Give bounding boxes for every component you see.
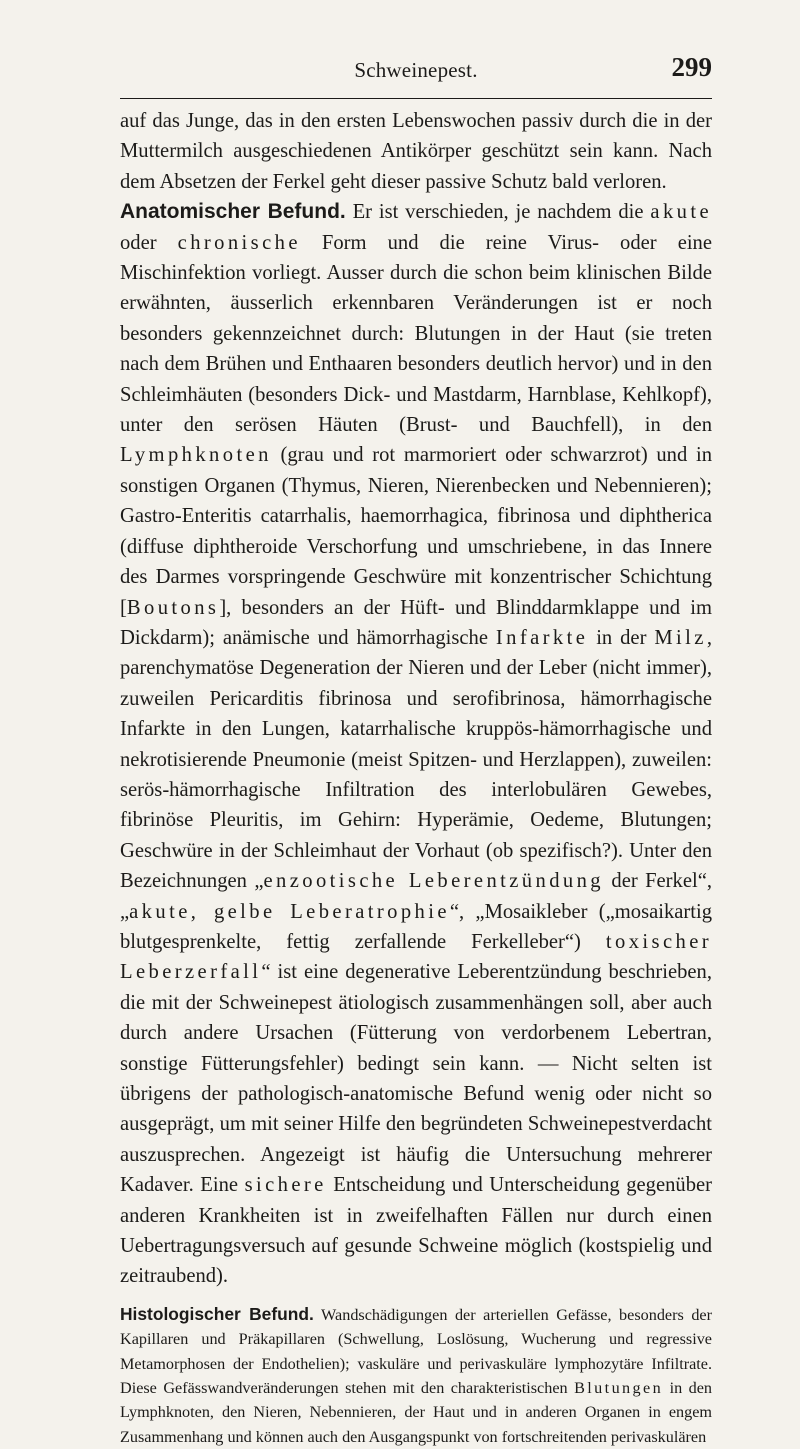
emphasis-milz: Milz xyxy=(654,626,707,649)
paragraph-histologischer-befund xyxy=(120,1302,712,1449)
text-run: der Ferkel“, „ xyxy=(120,870,712,923)
section-heading-anatomischer-befund: Anatomischer Befund. xyxy=(120,200,346,224)
text-run: (grau und rot marmoriert oder schwarzrot) und in sonstigen Organen (Thymus, Nieren, Nierenbecken und Nebennieren); Gastro-Enteritis catarrhalis, haemorrhagica, fibrinosa und diphtherica (diffuse diphtheroide Verschorfung und umschriebene, in das Innere des Darmes vorspringende Geschwüre mit konzentrischer Schichtung [ xyxy=(120,444,712,619)
emphasis-lymphknoten: Lymphknoten xyxy=(120,444,272,467)
paragraph-intro-text: auf das Junge, das in den ersten Lebenswochen passiv durch die in der Muttermilch ausgeschiedenen Antikörper geschützt sein kann. Nach dem Absetzen der Ferkel geht dieser passive Schutz bald verloren. xyxy=(120,110,712,193)
emphasis-chronische: chronische xyxy=(177,231,301,254)
emphasis-blutungen: Blutungen xyxy=(574,1379,664,1398)
page-number: 299 xyxy=(671,52,712,82)
text-run: “, „Mosaikleber („mosaikartig blutgesprenkelte, fettig zerfallende Ferkelleber“) xyxy=(120,900,712,953)
running-title: Schweinepest. xyxy=(354,58,478,82)
text-run: ], besonders an der Hüft- und Blinddarmklappe und im Dickdarm); anämische und hämorrhagische xyxy=(120,596,712,649)
emphasis-boutons: Boutons xyxy=(126,596,220,619)
emphasis-akute: akute xyxy=(650,201,713,224)
text-run: Wandschädigungen der arteriellen Gefässe, besonders der Kapillaren und Präkapillaren (Schwellung, Loslösung, Wucherung und regressive Metamorphosen der Endothelien); vaskuläre und perivaskuläre lymphozytäre Infiltrate. Diese Gefässwandveränderungen stehen mit den charakteristischen xyxy=(120,1305,712,1398)
paragraph-intro xyxy=(120,106,712,197)
running-head xyxy=(120,52,712,92)
text-run: Entscheidung und Unterscheidung gegenüber anderen Krankheiten ist in zweifelhaften Fällen nur durch einen Uebertragungsversuch auf gesunde Schweine möglich (kostspielig und zeitraubend). xyxy=(120,1174,712,1288)
text-run: , parenchymatöse Degeneration der Nieren und der Leber (nicht immer), zuweilen Pericarditis fibrinosa und serofibrinosa, hämorrhagische Infarkte in den Lungen, katarrhalische kruppös-hämorrhagische und nekrotisierende Pneumonie (meist Spitzen- und Herzlappen), zuweilen: serös-hämorrhagische Infiltration des interlobulären Gewebes, fibrinöse Pleuritis, im Gehirn: Hyperämie, Oedeme, Blutungen; Geschwüre in der Schleimhaut der Vorhaut (ob spezifisch?). Unter den Bezeichnungen „ xyxy=(120,626,712,893)
text-run: Form und die reine Virus- oder eine Mischinfektion vorliegt. Ausser durch die schon beim klinischen Bilde erwähnten, äusserlich erkennbaren Veränderungen ist er noch besonders gekennzeichnet durch: Blutungen in der Haut (sie treten nach dem Brühen und Enthaaren besonders deutlich hervor) und in den Schleimhäuten (besonders Dick- und Mastdarm, Harnblase, Kehlkopf), unter den serösen Häuten (Brust- und Bauchfell), in den xyxy=(120,231,712,437)
text-run: in den Lymphknoten, den Nieren, Nebennieren, der Haut und in anderen Organen in engem Zusammenhang und können auch den Ausgangspunkt von fortschreitenden perivaskulären xyxy=(120,1379,713,1446)
text-run: Er ist verschieden, je nachdem die xyxy=(345,201,651,224)
emphasis-akute-gelbe-leberatrophie: akute, gelbe Leberatrophie xyxy=(129,900,450,923)
emphasis-toxischer-leberzerfall: toxischer Leberzerfall xyxy=(120,930,712,984)
header-rule xyxy=(120,98,712,99)
emphasis-enzootische-leberentzuendung: enzootische Leberentzündung xyxy=(263,870,604,893)
body-text xyxy=(120,106,712,1449)
text-run: “ ist eine degenerative Leberentzündung beschrieben, die mit der Schweinepest ätiologisch zusammenhängen soll, aber auch durch andere Ursachen (Fütterung von verdorbenem Lebertran, sonstige Fütterungsfehler) bedingt sein kann. — Nicht selten ist übrigens der pathologisch-anatomische Befund wenig oder nicht so ausgeprägt, um mit seiner Hilfe den begründeten Schweinepestverdacht auszusprechen. Angezeigt ist häufig die Untersuchung mehrerer Kadaver. Eine xyxy=(120,961,712,1197)
emphasis-sichere: sichere xyxy=(244,1174,327,1197)
section-heading-histologischer-befund: Histologischer Befund. xyxy=(120,1303,314,1324)
paragraph-anatomischer-befund xyxy=(120,197,712,1292)
text-run: in der xyxy=(588,626,655,649)
text-run: oder xyxy=(120,231,178,254)
emphasis-infarkte: Infarkte xyxy=(495,626,589,649)
